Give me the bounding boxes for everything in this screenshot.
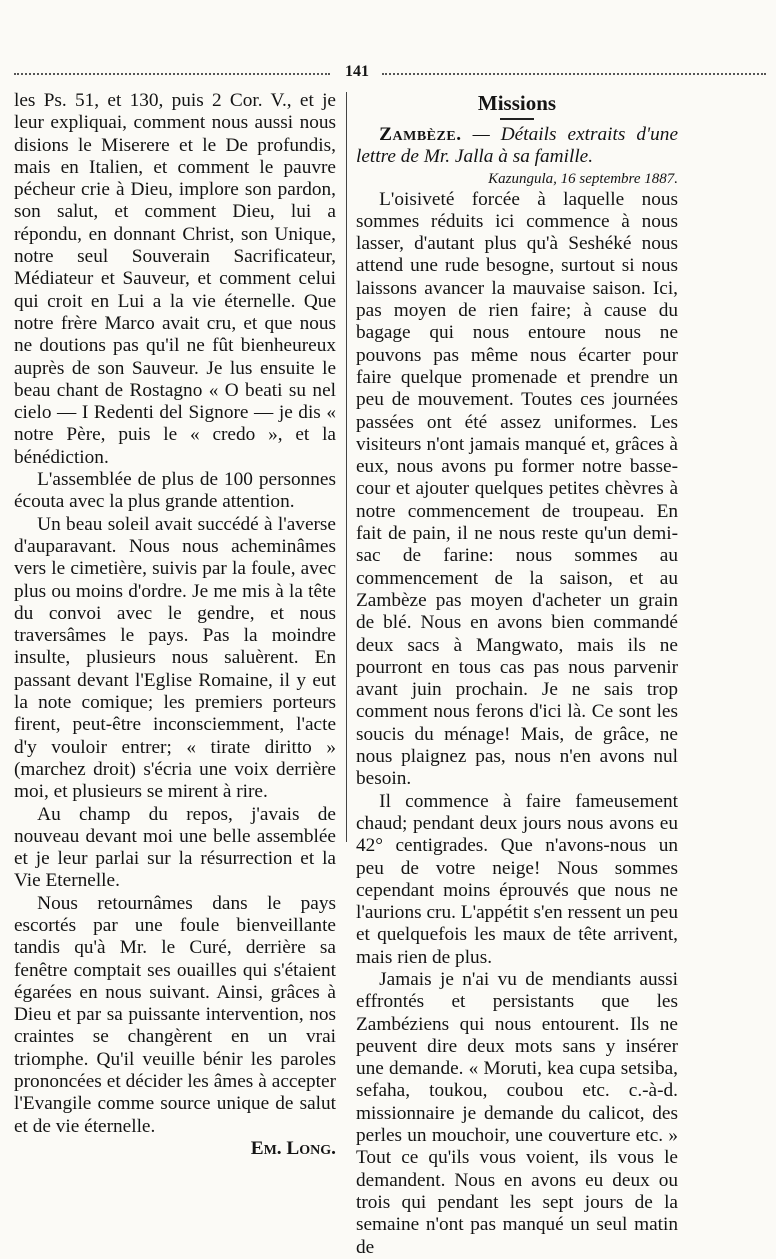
dateline: Kazungula, 16 septembre 1887. bbox=[488, 170, 678, 187]
left-paragraph-4: Au champ du repos, j'avais de nouveau devant moi une belle assemblée et je leur parlai sur la résurrection et la Vie Eternelle. bbox=[14, 803, 336, 892]
signature bbox=[14, 1138, 336, 1160]
article-place: Zambèze. bbox=[379, 124, 462, 145]
page-header bbox=[14, 62, 766, 82]
left-paragraph-2: L'assemblée de plus de 100 personnes écouta avec la plus grande attention. bbox=[14, 469, 336, 513]
left-paragraph-1: les Ps. 51, et 130, puis 2 Cor. V., et je leur expliquai, comment nous aussi nous disions le Miserere et le De profundis, mais en Italien, et comment le pauvre pécheur crie à Dieu, implore son pardon, son salut, et comment Dieu, lui a répondu, en donnant Christ, son Unique, notre seul Souverain Sacrificateur, Médiateur et Sauveur, et comment celui qui croit en Lui a la vie éternelle. Que notre frère Marco avait cru, et que nous ne doutions pas qu'il ne fût bienheureux auprès de son Sauveur. Je lus ensuite le beau chant de Rostagno « O beati su nel cielo — I Redenti del Signore — je dis « notre Père, puis le « credo », et la bénédiction. bbox=[14, 90, 336, 468]
section-title: Missions bbox=[356, 90, 678, 120]
header-rule-right bbox=[382, 73, 766, 75]
column-divider bbox=[346, 92, 347, 842]
right-paragraph-2: Il commence à faire fameusement chaud; pendant deux jours nous avons eu 42° centigrades. Que n'avons-nous un peu de votre neige! Nous sommes cependant moins éprouvés que nous ne l'aurions cru. L'appétit s'en ressent un peu et quelquefois les maux de tête arrivent, mais rien de plus. bbox=[356, 790, 678, 968]
article-subtitle: — Détails extraits d'une lettre de Mr. Jalla à sa famille. bbox=[356, 124, 678, 168]
left-paragraph-5: Nous retournâmes dans le pays escortés par une foule bienveillante tandis qu'à Mr. le Curé, derrière sa fenêtre comptait ses ouailles qui s'étaient égarées en nous suivant. Ainsi, grâces à Dieu et par sa puissante intervention, nos craintes se changèrent en un vrai triomphe. Qu'il veuille bénir les paroles prononcées et décider les âmes à accepter l'Evangile comme source unique de salut et de vie éternelle. bbox=[14, 892, 336, 1137]
signature-text: Em. Long. bbox=[250, 1137, 336, 1159]
article-lead bbox=[356, 124, 678, 169]
left-column bbox=[14, 90, 336, 1160]
right-paragraph-1: L'oisiveté forcée à laquelle nous sommes réduits ici commence à nous lasser, d'autant plus qu'à Seshéké nous attend une rude besogne, surtout si nous laissons avancer la mauvaise saison. Ici, pas moyen de rien faire; à cause du bagage qui nous entoure nous ne pouvons pas même nous écarter pour faire quelque promenade et prendre un peu de mouvement. Toutes ces journées passées ont été assez uniformes. Les visiteurs n'ont jamais manqué et, grâces à eux, nous avons pu former notre basse-cour et ajouter quelques petites chèvres à notre commencement de troupeau. En fait de pain, il ne nous reste qu'un demi-sac de farine: nous sommes au commencement de la saison, et au Zambèze pas moyen d'acheter un grain de blé. Nous en avons bien commandé deux sacs à Mangwato, mais ils ne pourront en tous cas pas nous parvenir avant juin prochain. Je ne sais trop comment nous ferons d'ici là. Ce sont les soucis du ménage! Mais, de grâce, ne nous plaignez pas, nous n'en avons nul besoin. bbox=[356, 188, 678, 790]
left-paragraph-3: Un beau soleil avait succédé à l'averse d'auparavant. Nous nous acheminâmes vers le cimetière, suivis par la foule, avec plus ou moins d'ordre. Je me mis à la tête du convoi avec le gendre, et nous traversâmes le pays. Pas la moindre insulte, plusieurs nous saluèrent. En passant devant l'Eglise Romaine, il y eut la note comique; les premiers porteurs firent, peut-être inconsciemment, l'acte d'y vouloir entrer; « tirate diritto » (marchez droit) s'écria une voix derrière moi, et plusieurs se mirent à rire. bbox=[14, 513, 336, 803]
page-number: 141 bbox=[345, 63, 369, 80]
right-column bbox=[356, 90, 678, 1259]
right-paragraph-3: Jamais je n'ai vu de mendiants aussi effrontés et persistants que les Zambéziens qui nous entourent. Ils ne peuvent dire deux mots sans y insérer une demande. « Moruti, kea cupa setsiba, sefaha, toukou, coubou etc. c.-à-d. missionnaire je demande du calicot, des perles un mouchoir, une couverture etc. » Tout ce qu'ils vous voient, ils vous le demandent. Nous en avons eu deux ou trois qui pendant les sept jours de la semaine n'ont pas manqué un seul matin de bbox=[356, 968, 678, 1258]
header-rule-left bbox=[14, 73, 330, 75]
